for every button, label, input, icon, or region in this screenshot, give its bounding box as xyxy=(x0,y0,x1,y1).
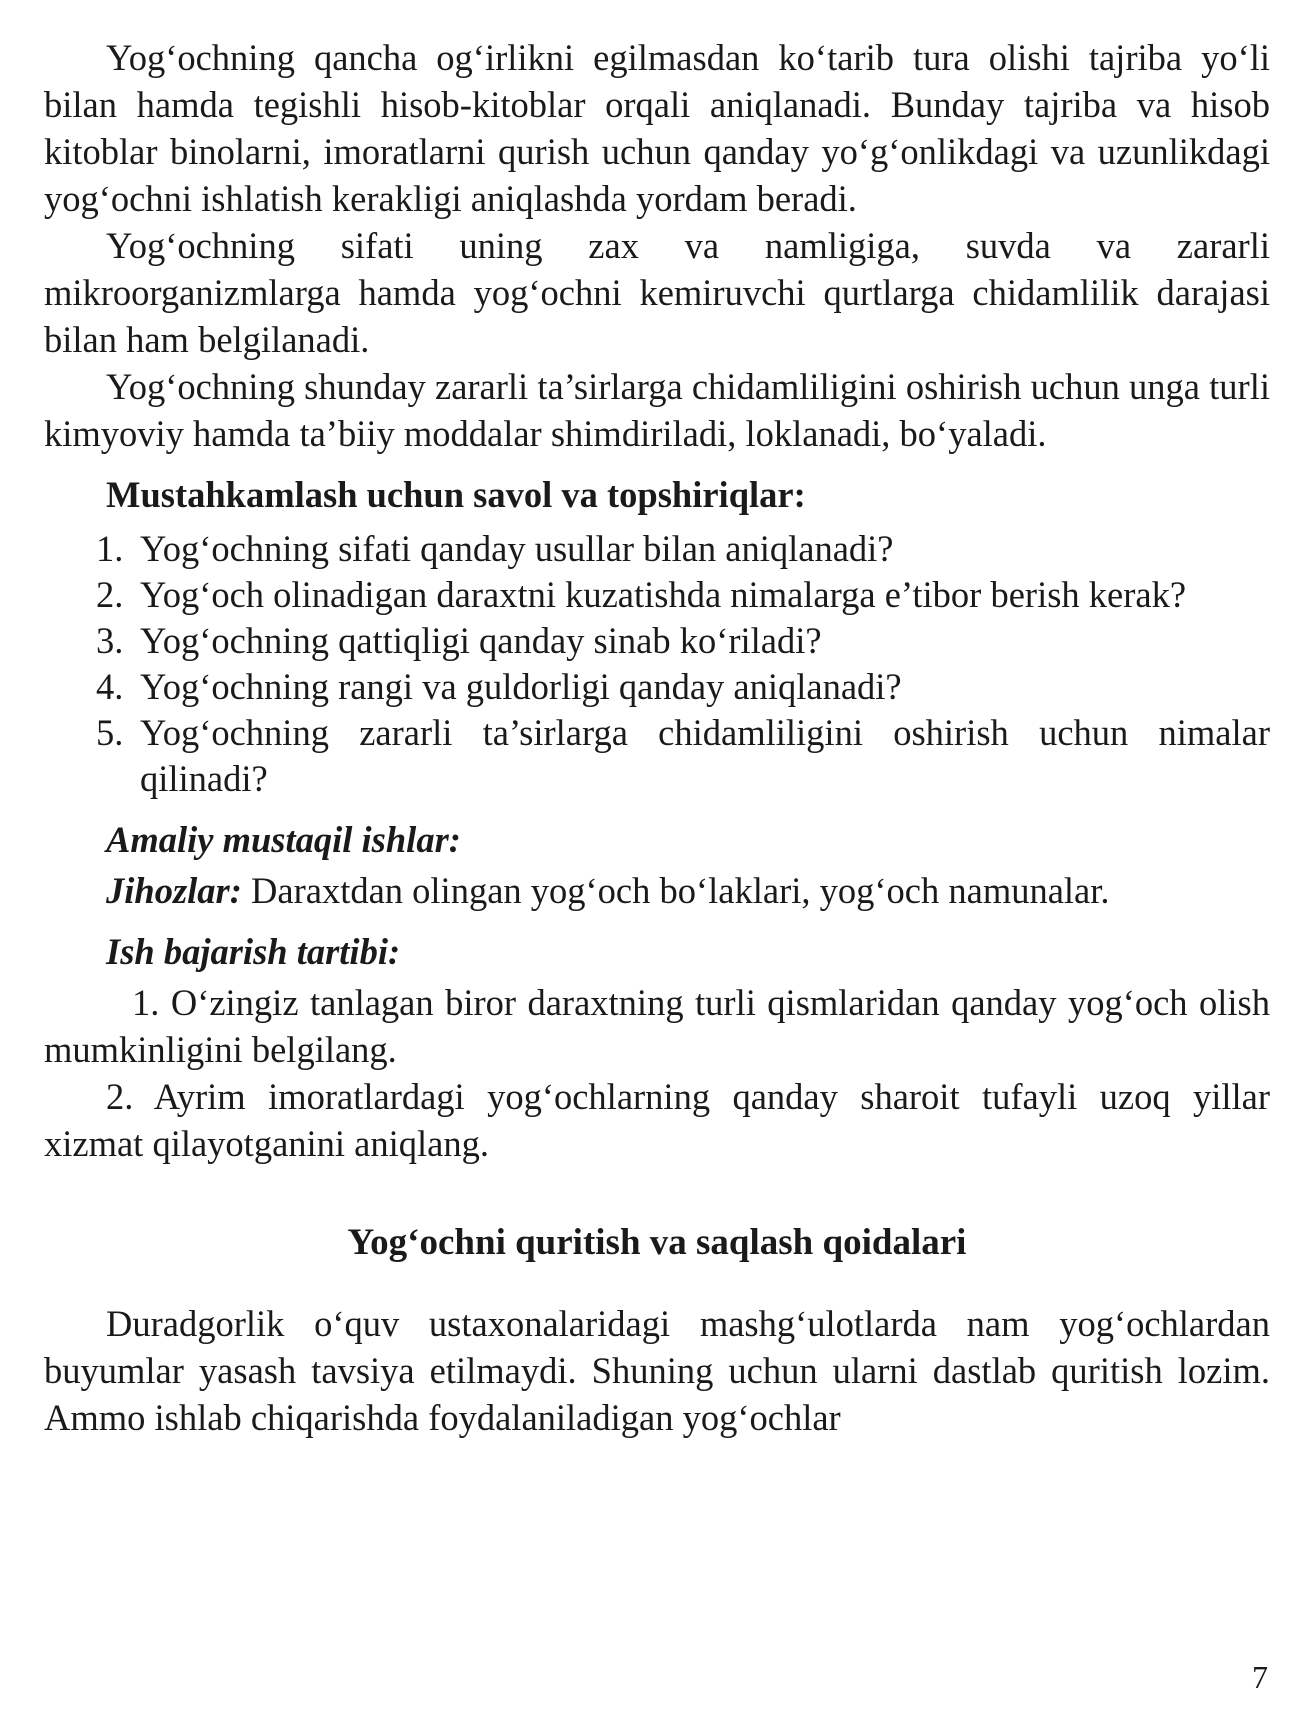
paragraph-wood-load: Yog‘ochning qancha og‘irlikni egilmasdan ko‘tarib tura olishi tajriba yo‘li bilan hamda tegishli hisob-kitoblar orqali aniqlanadi. Bunday tajriba va hisob kitoblar binolarni, imoratlarni qurish uchun qanday yo‘g‘onlikdagi va uzunlikdagi yog‘ochni ishlatish kerakligi aniqlashda yordam beradi. xyxy=(44,37,1270,219)
procedure-step: 2. Ayrim imoratlardagi yog‘ochlarning qanday sharoit tufayli uzoq yillar xizmat qilayotganini aniqlang. xyxy=(44,1076,1270,1164)
list-item-number: 1. xyxy=(96,528,124,569)
section-title: Yog‘ochni quritish va saqlash qoidalari xyxy=(347,1222,967,1263)
list-item-number: 5. xyxy=(96,712,124,753)
questions-heading: Mustahkamlash uchun savol va topshiriqlar: xyxy=(106,474,806,515)
list-item xyxy=(44,572,1270,618)
list-item-text: Yog‘och olinadigan daraxtni kuzatishda nimalarga e’tibor berish kerak? xyxy=(140,574,1187,615)
section-paragraph: Duradgorlik o‘quv ustaxonalaridagi mashg‘ulotlarda nam yog‘ochlardan buyumlar yasash tavsiya etilmaydi. Shuning uchun ularni dastlab quritish lozim. Ammo ishlab chiqarishda foydalaniladigan yog‘ochlar xyxy=(44,1303,1270,1438)
list-item xyxy=(44,618,1270,664)
list-item-text: Yog‘ochning rangi va guldorligi qanday aniqlanadi? xyxy=(140,666,902,707)
equipment-text: Daraxtdan olingan yog‘och bo‘laklari, yog‘och namunalar. xyxy=(241,870,1110,911)
list-item-number: 4. xyxy=(96,666,124,707)
questions-list xyxy=(44,526,1270,802)
list-item xyxy=(44,710,1270,802)
list-item-number: 2. xyxy=(96,574,124,615)
paragraph-wood-treatment: Yog‘ochning shunday zararli ta’sirlarga chidamliligini oshirish uchun unga turli kimyoviy hamda ta’biiy moddalar shimdiriladi, loklanadi, bo‘yaladi. xyxy=(44,366,1270,454)
procedure-step: 1. O‘zingiz tanlagan biror daraxtning turli qismlaridan qanday yog‘och olish mumkinligini belgilang. xyxy=(44,982,1270,1070)
list-item xyxy=(44,664,1270,710)
equipment-label: Jihozlar: xyxy=(106,870,242,911)
procedure-heading: Ish bajarish tartibi: xyxy=(106,931,401,972)
list-item-text: Yog‘ochning zararli ta’sirlarga chidamliligini oshirish uchun nimalar qilinadi? xyxy=(140,712,1270,799)
procedure-steps xyxy=(44,979,1270,1167)
list-item-text: Yog‘ochning sifati qanday usullar bilan aniqlanadi? xyxy=(140,528,894,569)
list-item-text: Yog‘ochning qattiqligi qanday sinab ko‘riladi? xyxy=(140,620,822,661)
list-item xyxy=(44,526,1270,572)
equipment-paragraph xyxy=(44,867,1270,914)
practical-heading: Amaliy mustaqil ishlar: xyxy=(106,819,461,860)
page-number: 7 xyxy=(1252,1659,1268,1695)
paragraph-wood-quality: Yog‘ochning sifati uning zax va namligiga, suvda va zararli mikroorganizmlarga hamda yog‘ochni kemiruvchi qurtlarga chidamlilik darajasi bilan ham belgilanadi. xyxy=(44,225,1270,360)
page-body xyxy=(44,34,1270,1441)
list-item-number: 3. xyxy=(96,620,124,661)
